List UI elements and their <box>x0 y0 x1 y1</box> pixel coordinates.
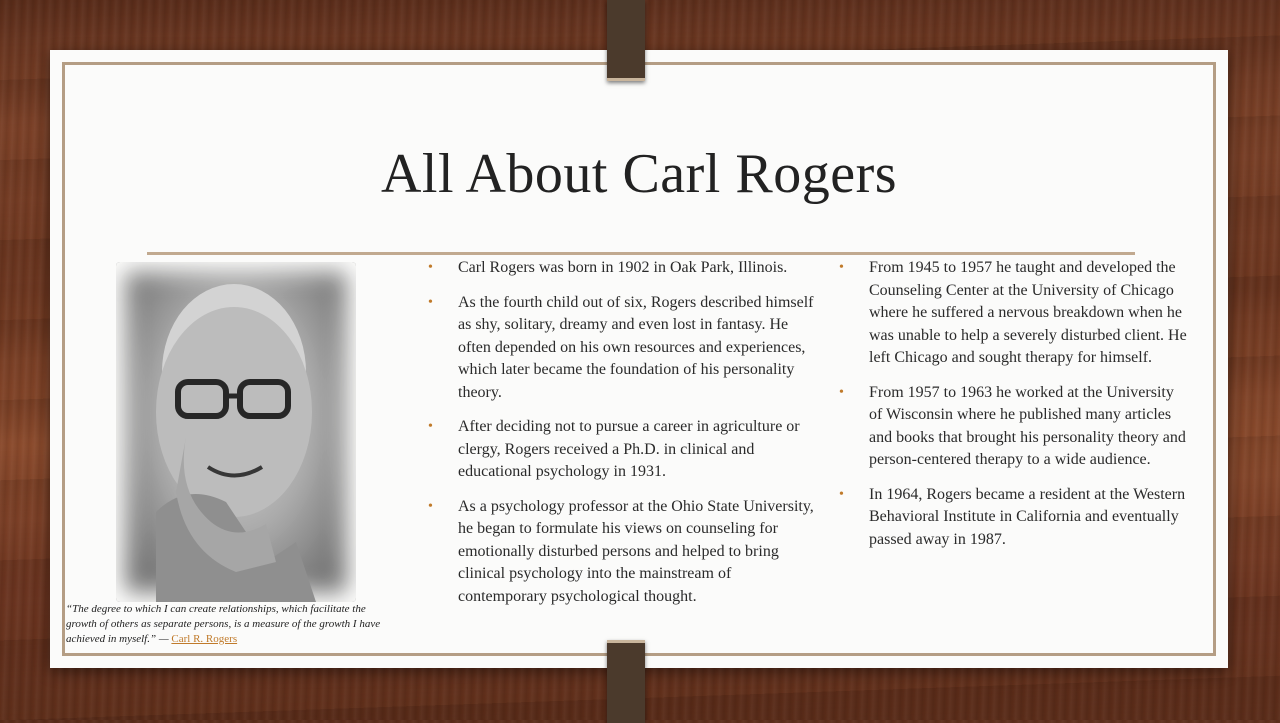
bottom-binder-clip <box>607 640 645 723</box>
quote-caption <box>66 602 396 647</box>
list-item: • Carl Rogers was born in 1902 in Oak Park, Illinois. <box>428 257 823 280</box>
list-item: • As the fourth child out of six, Rogers described himself as shy, solitary, dreamy and even lost in fantasy. He often depended on his own resources and experiences, which later became the foundation of his personality theory. <box>428 293 814 401</box>
slide <box>50 50 1228 668</box>
carl-rogers-portrait-image <box>116 262 356 602</box>
bullet-icon: • <box>839 260 844 275</box>
quote-text: “The degree to which I can create relationships, which facilitate the growth of others as separate persons, is a measure of the growth I have achieved in myself.” — <box>66 603 381 645</box>
bullet-icon: • <box>428 294 433 310</box>
bullet-icon: • <box>839 486 844 502</box>
bullet-icon: • <box>428 498 433 514</box>
list-item: • After deciding not to pursue a career in agriculture or clergy, Rogers received a Ph.D. in clinical and educational psychology in 1931. <box>428 418 800 480</box>
bullet-icon: • <box>428 419 433 434</box>
right-bullet-list <box>839 257 1189 563</box>
list-item: • From 1957 to 1963 he worked at the University of Wisconsin where he published many articles and books that brought his personality theory and person-centered therapy to a wide audience. <box>839 383 1186 468</box>
bullet-icon: • <box>839 384 844 400</box>
top-binder-clip <box>607 0 645 81</box>
list-item: • From 1945 to 1957 he taught and developed the Counseling Center at the University of Chicago where he suffered a nervous breakdown when he was unable to help a severely disturbed client. He left Chicago and sought therapy for himself. <box>839 259 1187 366</box>
bullet-icon: • <box>428 260 433 275</box>
left-bullet-list <box>428 257 823 620</box>
slide-title: All About Carl Rogers <box>380 143 898 205</box>
portrait-icon <box>116 262 356 602</box>
list-item: • In 1964, Rogers became a resident at the Western Behavioral Institute in California and eventually passed away in 1987. <box>839 485 1186 548</box>
quote-author-link[interactable]: Carl R. Rogers <box>171 633 238 645</box>
title-divider <box>147 252 1135 255</box>
list-item: • As a psychology professor at the Ohio State University, he began to formulate his views on counseling for emotionally disturbed persons and helped to bring clinical psychology into the mainstream of contemporary psychological thought. <box>428 497 814 605</box>
